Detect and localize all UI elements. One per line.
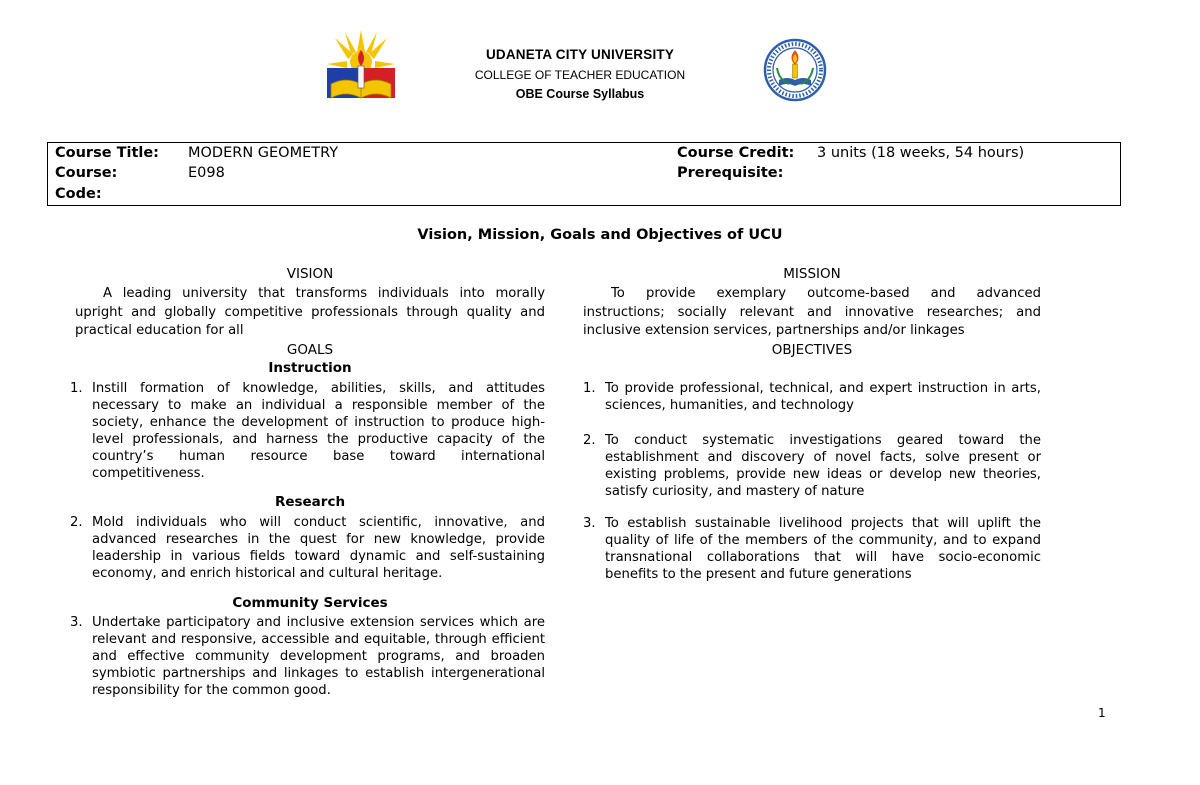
- objectives-heading: OBJECTIVES: [771, 342, 853, 358]
- college-name: COLLEGE OF TEACHER EDUCATION: [474, 68, 686, 82]
- course-code-label-line2: Code:: [55, 186, 102, 202]
- objective-number: 2.: [583, 433, 596, 448]
- sun-torch-book-logo: [325, 28, 397, 102]
- goal-text-research: Mold individuals who will conduct scientific, innovative, and advanced researches in the quest for new knowledge, provide leadership in various fields toward dynamic and self-sustaining economy, and enrich historical and cultural heritage.: [92, 515, 545, 581]
- objective-number: 3.: [583, 516, 596, 531]
- course-code-value: E098: [188, 165, 225, 181]
- goal-subheading-research: Research: [274, 494, 346, 510]
- goal-number: 1.: [70, 381, 83, 396]
- course-code-label: Course:: [55, 165, 118, 181]
- goals-heading: GOALS: [286, 342, 334, 358]
- vision-heading: VISION: [286, 266, 334, 282]
- objective-text-2: To conduct systematic investigations geared toward the establishment and discovery of novel facts, solve present or existing problems, provide new ideas or develop new theories, satisfy curiosity, and mastery of nature: [605, 433, 1041, 499]
- vision-text: A leading university that transforms individuals into morally upright and globally competitive professionals through quality and practical education for all: [75, 286, 545, 338]
- university-seal-logo: [757, 38, 833, 102]
- objective-text-3: To establish sustainable livelihood projects that will uplift the quality of life of the members of the community, and to expand transnational collaborations that will have socio-economic benefits to the present and future generations: [605, 516, 1041, 582]
- syllabus-title: OBE Course Syllabus: [515, 87, 645, 101]
- university-name: UDANETA CITY UNIVERSITY: [485, 47, 675, 62]
- course-title-value: MODERN GEOMETRY: [188, 145, 339, 161]
- page-number: 1: [1098, 706, 1106, 720]
- course-credit-label: Course Credit:: [677, 145, 795, 161]
- mission-heading: MISSION: [783, 266, 841, 282]
- mission-text: To provide exemplary outcome-based and advanced instructions; socially relevant and innovative researches; and inclusive extension services, partnerships and/or linkages: [583, 286, 1041, 338]
- course-credit-value: 3 units (18 weeks, 54 hours): [817, 145, 1025, 161]
- course-title-label: Course Title:: [55, 145, 159, 161]
- goal-text-instruction: Instill formation of knowledge, abilities, skills, and attitudes necessary to make an individual a responsible member of the society, enhance the development of instruction to produce high-level professionals, and harness the productive capacity of the country’s human resource base toward international competitiveness.: [92, 381, 545, 481]
- objective-text-1: To provide professional, technical, and expert instruction in arts, sciences, humanities, and technology: [605, 381, 1041, 413]
- goal-number: 2.: [70, 515, 83, 530]
- goal-text-community-services: Undertake participatory and inclusive extension services which are relevant and responsive, accessible and equitable, through efficient and effective community development programs, and broaden symbiotic partnerships and linkages to establish intergenerational responsibility for the common good.: [92, 615, 545, 698]
- goal-subheading-instruction: Instruction: [268, 360, 352, 376]
- page-title: Vision, Mission, Goals and Objectives of UCU: [417, 227, 783, 243]
- prerequisite-label: Prerequisite:: [677, 165, 784, 181]
- objective-number: 1.: [583, 381, 596, 396]
- goal-number: 3.: [70, 615, 83, 630]
- goal-subheading-community-services: Community Services: [232, 595, 388, 611]
